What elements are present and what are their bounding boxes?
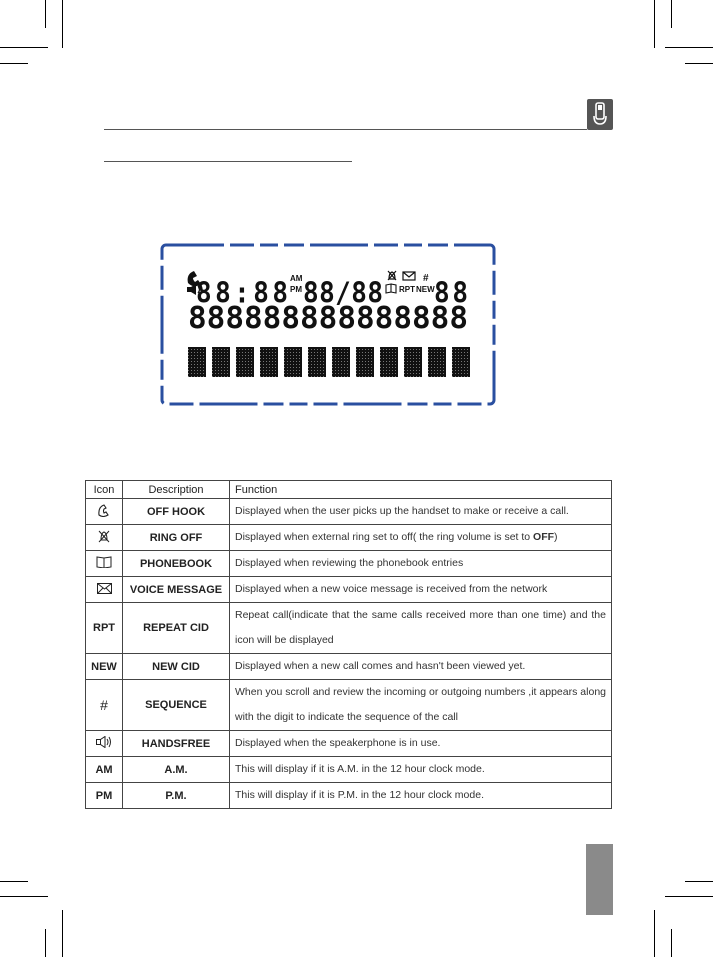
header-description: Description bbox=[123, 481, 230, 499]
row-function-bold: OFF bbox=[533, 531, 555, 543]
row-function: This will display if it is P.M. in the 12 hour clock mode. bbox=[230, 783, 612, 809]
table-row bbox=[86, 654, 612, 680]
row-description: NEW CID bbox=[123, 654, 230, 680]
table-row bbox=[86, 551, 612, 577]
row-function: Displayed when the speakerphone is in use. bbox=[230, 731, 612, 757]
lcd-digit-row: 888888888888888 bbox=[188, 301, 468, 336]
row-description: SEQUENCE bbox=[123, 680, 230, 731]
crop-mark bbox=[45, 0, 46, 28]
crop-mark bbox=[0, 63, 28, 64]
crop-mark bbox=[0, 881, 28, 882]
table-row bbox=[86, 731, 612, 757]
row-function bbox=[230, 525, 612, 551]
table-row bbox=[86, 757, 612, 783]
row-description: HANDSFREE bbox=[123, 731, 230, 757]
table-row bbox=[86, 577, 612, 603]
row-function: Displayed when a new call comes and hasn't been viewed yet. bbox=[230, 654, 612, 680]
row-function: Displayed when reviewing the phonebook entries bbox=[230, 551, 612, 577]
lcd-rpt: RPT bbox=[399, 285, 415, 294]
crop-mark bbox=[62, 0, 63, 48]
phone-handset-icon bbox=[98, 504, 110, 520]
lcd-new: NEW bbox=[416, 285, 435, 294]
row-description: P.M. bbox=[123, 783, 230, 809]
row-icon-text: RPT bbox=[86, 603, 123, 654]
lcd-am: AM bbox=[290, 274, 303, 283]
crop-mark bbox=[665, 896, 713, 897]
row-function: This will display if it is A.M. in the 12 hour clock mode. bbox=[230, 757, 612, 783]
header-function: Function bbox=[230, 481, 612, 499]
row-icon-cell bbox=[86, 731, 123, 757]
envelope-icon bbox=[97, 583, 112, 597]
table-row bbox=[86, 680, 612, 731]
table-row bbox=[86, 525, 612, 551]
lcd-pm: PM bbox=[290, 285, 302, 294]
crop-mark bbox=[654, 0, 655, 48]
crop-mark bbox=[654, 910, 655, 957]
crop-mark bbox=[665, 47, 713, 48]
header-rule bbox=[104, 129, 587, 130]
row-function: Displayed when the user picks up the handset to make or receive a call. bbox=[230, 499, 612, 525]
crop-mark bbox=[45, 929, 46, 957]
header-icon: Icon bbox=[86, 481, 123, 499]
row-function: Repeat call(indicate that the same calls received more than one time) and the icon will be displayed bbox=[230, 603, 612, 654]
row-description: REPEAT CID bbox=[123, 603, 230, 654]
chapter-tab-phone-icon bbox=[587, 99, 613, 130]
crop-mark bbox=[671, 929, 672, 957]
row-icon-text: AM bbox=[86, 757, 123, 783]
row-description: RING OFF bbox=[123, 525, 230, 551]
section-title-underline bbox=[104, 161, 352, 162]
row-description: PHONEBOOK bbox=[123, 551, 230, 577]
lcd-ringer-off-icon bbox=[388, 271, 396, 280]
row-icon-cell bbox=[86, 499, 123, 525]
lcd-hash: # bbox=[423, 273, 429, 284]
speaker-icon bbox=[96, 736, 113, 751]
row-description: VOICE MESSAGE bbox=[123, 577, 230, 603]
lcd-seq: 88 bbox=[434, 277, 468, 310]
table-row bbox=[86, 783, 612, 809]
row-description: A.M. bbox=[123, 757, 230, 783]
lcd-time: 88:88 bbox=[196, 277, 288, 310]
row-icon-cell bbox=[86, 577, 123, 603]
row-function: When you scroll and review the incoming or outgoing numbers ,it appears along with the digit to indicate the sequence of the call bbox=[230, 680, 612, 731]
crop-mark bbox=[62, 910, 63, 957]
lcd-display-diagram bbox=[160, 243, 496, 406]
crop-mark bbox=[0, 47, 48, 48]
row-description: OFF HOOK bbox=[123, 499, 230, 525]
row-function-tail: ) bbox=[554, 531, 558, 543]
table-row bbox=[86, 603, 612, 654]
row-icon-cell bbox=[86, 551, 123, 577]
row-function-text: Displayed when external ring set to off( the ring volume is set to bbox=[235, 531, 534, 543]
crop-mark bbox=[671, 0, 672, 28]
phonebook-icon bbox=[96, 556, 112, 571]
row-icon-text: # bbox=[86, 680, 123, 731]
row-icon-text: NEW bbox=[86, 654, 123, 680]
chapter-side-tab bbox=[586, 844, 613, 915]
crop-mark bbox=[685, 881, 713, 882]
row-icon-cell bbox=[86, 525, 123, 551]
row-icon-text: PM bbox=[86, 783, 123, 809]
row-function: Displayed when a new voice message is received from the network bbox=[230, 577, 612, 603]
crop-mark bbox=[685, 63, 713, 64]
lcd-date: 88/88 bbox=[303, 277, 383, 310]
table-header-row bbox=[86, 481, 612, 499]
crop-mark bbox=[0, 896, 48, 897]
table-row bbox=[86, 499, 612, 525]
icon-reference-table bbox=[85, 480, 612, 809]
ringer-off-icon bbox=[98, 530, 110, 546]
